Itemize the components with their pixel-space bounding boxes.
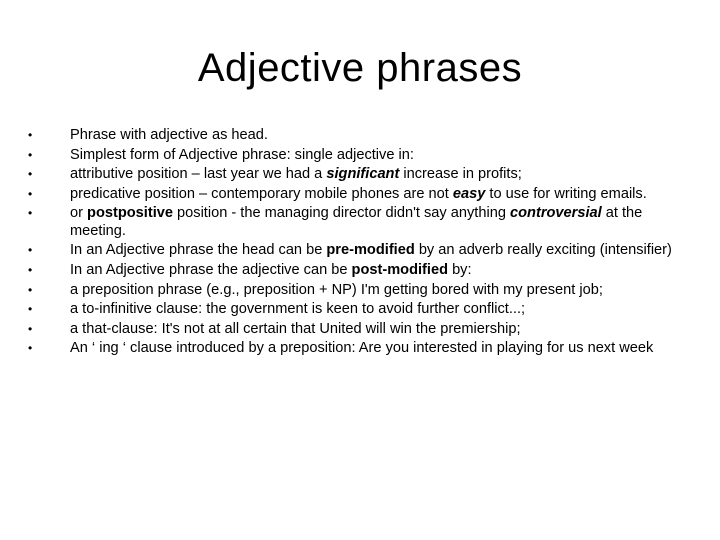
bullet-text: increase in profits; (399, 166, 522, 183)
bullet-marker: • (28, 262, 33, 277)
bullet-text: attributive position – last year we had a (70, 166, 327, 183)
bullet-marker: • (28, 282, 33, 297)
bullet-item (28, 242, 700, 259)
bullet-marker: • (28, 243, 33, 258)
bullet-marker: • (28, 128, 33, 142)
slide-title: Adjective phrases (197, 46, 523, 90)
bullet-text: to use for writing emails. (485, 185, 647, 202)
emphasized-text: postpositive (87, 205, 173, 222)
bullet-text: or (70, 205, 88, 222)
bullet-marker: • (28, 302, 33, 317)
bullet-list (28, 127, 700, 360)
bullet-item (28, 340, 700, 357)
bullet-item (28, 205, 700, 240)
bullet-item (28, 127, 700, 144)
emphasized-text: significant (326, 166, 400, 183)
bullet-marker: • (28, 321, 33, 336)
bullet-text: by: (448, 261, 472, 278)
bullet-item (28, 186, 700, 203)
bullet-text: predicative position – contemporary mobile phones are not (70, 185, 453, 202)
bullet-marker: • (28, 147, 33, 162)
bullet-text: by an adverb really exciting (intensifier) (414, 242, 672, 259)
bullet-marker: • (28, 206, 33, 221)
bullet-item (28, 262, 700, 279)
bullet-item (28, 321, 700, 338)
bullet-text: In an Adjective phrase the head can be (70, 242, 327, 259)
emphasized-text: controversial (510, 205, 602, 222)
bullet-text: An ‘ ing ‘ clause introduced by a preposition: Are you interested in playing for us next week (70, 340, 654, 357)
bullet-text: Phrase with adjective as head. (70, 127, 268, 143)
bullet-text: Simplest form of Adjective phrase: single adjective in: (70, 146, 414, 163)
emphasized-text: post-modified (351, 261, 449, 278)
emphasized-text: easy (452, 185, 486, 202)
bullet-text: position - the managing director didn't say anything (172, 205, 511, 222)
bullet-marker: • (28, 341, 33, 356)
bullet-marker: • (28, 186, 33, 201)
emphasized-text: pre-modified (326, 242, 415, 259)
bullet-item (28, 147, 700, 164)
bullet-text: at the meeting. (70, 205, 643, 239)
bullet-item (28, 166, 700, 183)
bullet-item (28, 301, 700, 318)
bullet-text: a preposition phrase (e.g., preposition + NP) I'm getting bored with my present job; (70, 281, 603, 298)
bullet-text: In an Adjective phrase the adjective can be (70, 261, 352, 278)
bullet-item (28, 282, 700, 299)
bullet-text: a that-clause: It's not at all certain that United will win the premiership; (70, 320, 521, 337)
bullet-marker: • (28, 167, 33, 182)
bullet-text: a to-infinitive clause: the government is keen to avoid further conflict...; (70, 301, 526, 318)
